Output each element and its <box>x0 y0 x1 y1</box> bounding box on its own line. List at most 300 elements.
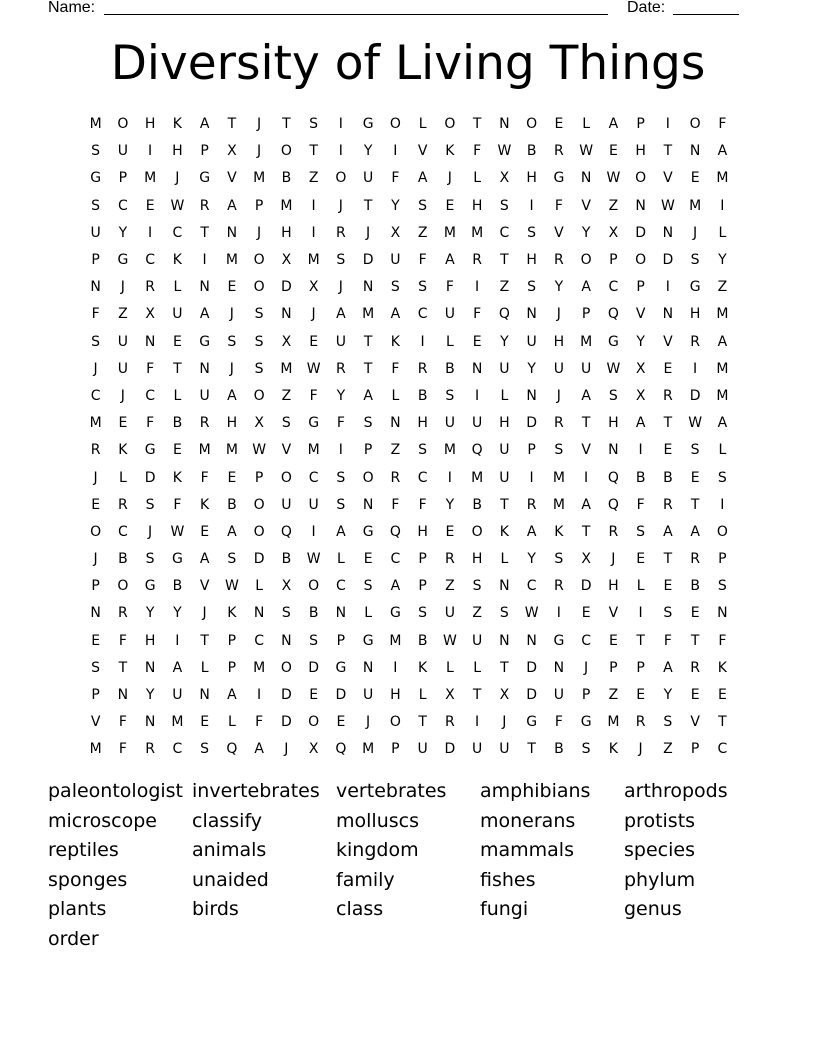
grid-letter: A <box>227 687 237 704</box>
grid-letter: D <box>280 714 292 731</box>
grid-letter: M <box>280 360 293 377</box>
grid-letter: W <box>606 360 621 377</box>
grid-letter: H <box>144 116 156 133</box>
grid-letter: S <box>91 143 101 160</box>
word-list-item: molluscs <box>336 809 419 832</box>
grid-letter: T <box>690 496 700 513</box>
grid-letter: F <box>473 143 482 160</box>
word-list-item: mammals <box>480 839 574 861</box>
grid-letter: D <box>362 252 374 269</box>
grid-letter: U <box>499 741 510 758</box>
grid-letter: E <box>717 687 727 704</box>
grid-row <box>82 600 736 627</box>
grid-letter: W <box>170 197 185 214</box>
grid-letter: V <box>227 170 237 187</box>
grid-row <box>82 138 736 165</box>
grid-letter: Z <box>390 442 401 459</box>
grid-letter: O <box>362 469 374 486</box>
word-list-item: invertebrates <box>192 780 320 802</box>
grid-letter: I <box>393 659 398 676</box>
grid-letter: T <box>363 197 373 214</box>
grid-letter: E <box>363 551 373 568</box>
grid-letter: Y <box>554 279 564 296</box>
grid-letter: S <box>390 279 400 296</box>
grid-letter: T <box>173 360 182 377</box>
grid-letter: B <box>417 387 428 404</box>
grid-letter: M <box>89 741 102 758</box>
grid-letter: F <box>200 469 209 486</box>
grid-letter: N <box>635 197 646 214</box>
grid-row <box>82 165 736 192</box>
grid-letter: I <box>529 469 534 486</box>
grid-letter: S <box>91 197 101 214</box>
grid-letter: O <box>308 714 320 731</box>
grid-letter: S <box>581 741 591 758</box>
grid-letter: F <box>391 170 400 187</box>
grid-letter: S <box>527 279 537 296</box>
grid-letter: O <box>117 116 129 133</box>
grid-letter: T <box>500 496 509 513</box>
grid-letter: Y <box>145 687 155 704</box>
grid-letter: Y <box>663 687 673 704</box>
grid-letter: A <box>199 551 210 568</box>
grid-letter: P <box>118 170 128 187</box>
grid-letter: M <box>580 333 593 350</box>
grid-letter: M <box>198 442 211 459</box>
grid-letter: J <box>257 224 262 241</box>
grid-letter: W <box>306 551 321 568</box>
grid-letter: X <box>227 143 237 160</box>
grid-letter: N <box>362 659 374 676</box>
grid-letter: M <box>471 224 484 241</box>
grid-letter: Y <box>173 605 182 622</box>
grid-letter: J <box>257 143 262 160</box>
grid-letter: E <box>554 116 564 133</box>
grid-letter: Q <box>607 496 619 513</box>
grid-letter: I <box>311 523 316 540</box>
grid-letter: U <box>499 442 510 459</box>
grid-letter: K <box>717 659 727 676</box>
name-label: Name: <box>48 0 96 16</box>
grid-letter: J <box>120 279 125 296</box>
grid-letter: O <box>280 143 292 160</box>
grid-letter: S <box>690 252 700 269</box>
grid-letter: G <box>362 632 374 649</box>
grid-letter: L <box>473 170 482 187</box>
grid-letter: U <box>390 252 401 269</box>
grid-letter: S <box>717 469 727 486</box>
grid-letter: A <box>390 306 401 323</box>
grid-letter: X <box>254 415 264 432</box>
grid-letter: X <box>281 252 292 269</box>
grid-letter: I <box>338 143 343 160</box>
grid-letter: D <box>526 687 538 704</box>
grid-letter: Y <box>636 333 645 350</box>
grid-letter: H <box>471 551 483 568</box>
grid-letter: M <box>307 252 320 269</box>
grid-letter: V <box>199 578 210 595</box>
grid-letter: H <box>553 333 565 350</box>
grid-letter: C <box>172 741 183 758</box>
word-list-item: birds <box>192 898 239 920</box>
grid-letter: B <box>635 469 646 486</box>
grid-letter: B <box>172 578 183 595</box>
word-list-item: class <box>336 898 384 920</box>
grid-letter: N <box>281 306 292 323</box>
grid-letter: S <box>254 360 264 377</box>
grid-letter: Z <box>608 197 619 214</box>
grid-letter: L <box>500 387 509 404</box>
grid-row <box>82 274 736 301</box>
word-list-item: plants <box>48 898 107 920</box>
grid-letter: E <box>581 605 591 622</box>
grid-letter: M <box>443 442 456 459</box>
grid-letter: J <box>693 224 698 241</box>
grid-letter: S <box>554 551 564 568</box>
grid-letter: L <box>718 224 727 241</box>
grid-letter: I <box>529 197 534 214</box>
grid-letter: M <box>443 224 456 241</box>
grid-letter: X <box>281 578 292 595</box>
grid-letter: E <box>200 714 210 731</box>
grid-letter: G <box>199 170 211 187</box>
grid-letter: F <box>636 496 645 513</box>
grid-letter: W <box>660 197 675 214</box>
grid-letter: G <box>607 333 619 350</box>
grid-letter: O <box>253 523 265 540</box>
grid-letter: I <box>393 143 398 160</box>
grid-letter: S <box>499 605 509 622</box>
grid-letter: S <box>663 605 673 622</box>
grid-letter: L <box>718 442 727 459</box>
grid-letter: C <box>526 578 537 595</box>
grid-letter: I <box>720 496 725 513</box>
grid-letter: D <box>635 224 647 241</box>
grid-letter: K <box>172 469 182 486</box>
grid-letter: A <box>717 333 728 350</box>
grid-letter: E <box>91 632 101 649</box>
grid-letter: E <box>336 714 346 731</box>
grid-letter: P <box>391 741 400 758</box>
grid-letter: E <box>172 442 182 459</box>
grid-letter: U <box>499 469 510 486</box>
grid-letter: E <box>690 469 700 486</box>
grid-letter: H <box>526 252 537 269</box>
grid-letter: O <box>280 659 292 676</box>
grid-row <box>82 573 736 600</box>
grid-letter: T <box>500 659 509 676</box>
word-list-item: order <box>48 927 99 950</box>
grid-letter: N <box>199 279 210 296</box>
grid-letter: J <box>120 387 125 404</box>
grid-letter: H <box>281 224 292 241</box>
grid-letter: U <box>444 605 455 622</box>
grid-letter: Q <box>226 741 238 758</box>
grid-letter: L <box>173 279 182 296</box>
grid-letter: T <box>118 659 128 676</box>
grid-letter: A <box>663 659 673 676</box>
grid-letter: M <box>552 469 565 486</box>
grid-letter: W <box>579 143 594 160</box>
grid-letter: P <box>636 116 645 133</box>
grid-letter: M <box>362 306 375 323</box>
grid-letter: S <box>363 578 373 595</box>
grid-letter: N <box>362 496 374 513</box>
grid-letter: F <box>91 306 100 323</box>
grid-letter: L <box>636 578 645 595</box>
grid-letter: R <box>635 714 646 731</box>
grid-row <box>82 492 736 519</box>
grid-letter: L <box>336 551 345 568</box>
grid-letter: S <box>418 442 428 459</box>
grid-letter: R <box>554 143 564 160</box>
grid-letter: S <box>418 279 428 296</box>
word-search-grid <box>82 111 736 764</box>
grid-letter: M <box>89 116 102 133</box>
grid-letter: B <box>281 551 292 568</box>
grid-letter: N <box>362 279 374 296</box>
grid-letter: R <box>526 496 537 513</box>
grid-letter: F <box>146 360 155 377</box>
grid-letter: F <box>554 714 563 731</box>
grid-letter: R <box>336 224 346 241</box>
grid-letter: R <box>690 551 700 568</box>
grid-letter: S <box>281 605 291 622</box>
grid-letter: R <box>472 252 482 269</box>
grid-letter: Y <box>336 387 346 404</box>
grid-letter: H <box>226 415 238 432</box>
grid-letter: Y <box>145 605 155 622</box>
grid-letter: J <box>502 714 507 731</box>
grid-letter: C <box>90 387 101 404</box>
grid-letter: N <box>580 170 592 187</box>
grid-letter: F <box>309 387 318 404</box>
grid-letter: I <box>584 469 589 486</box>
grid-letter: R <box>336 360 346 377</box>
grid-letter: L <box>500 551 509 568</box>
grid-letter: T <box>418 714 427 731</box>
grid-letter: P <box>91 578 100 595</box>
grid-row <box>82 437 736 464</box>
grid-letter: W <box>252 442 267 459</box>
grid-letter: D <box>335 687 347 704</box>
grid-letter: U <box>472 415 483 432</box>
grid-letter: J <box>556 306 561 323</box>
grid-letter: S <box>690 442 700 459</box>
grid-letter: B <box>308 605 319 622</box>
grid-letter: N <box>662 306 674 323</box>
grid-letter: T <box>581 523 591 540</box>
grid-letter: M <box>171 714 184 731</box>
grid-letter: E <box>309 687 319 704</box>
grid-letter: A <box>526 523 537 540</box>
grid-letter: E <box>227 469 237 486</box>
grid-letter: A <box>172 659 183 676</box>
grid-letter: H <box>390 687 401 704</box>
grid-letter: B <box>472 496 482 513</box>
grid-letter: B <box>281 170 292 187</box>
grid-letter: O <box>526 116 538 133</box>
grid-letter: L <box>418 116 427 133</box>
grid-letter: A <box>336 306 346 323</box>
grid-letter: T <box>690 632 700 649</box>
grid-letter: L <box>200 659 209 676</box>
grid-letter: M <box>716 306 729 323</box>
grid-letter: U <box>90 224 101 241</box>
grid-letter: P <box>609 659 618 676</box>
grid-letter: I <box>148 143 153 160</box>
grid-letter: V <box>635 306 646 323</box>
grid-letter: S <box>527 224 537 241</box>
grid-letter: S <box>717 578 727 595</box>
grid-letter: W <box>224 578 239 595</box>
grid-letter: F <box>718 632 727 649</box>
grid-letter: R <box>90 442 101 459</box>
grid-letter: L <box>173 387 182 404</box>
grid-letter: K <box>390 333 400 350</box>
grid-letter: H <box>417 415 428 432</box>
grid-letter: J <box>338 279 343 296</box>
grid-letter: P <box>227 659 237 676</box>
grid-letter: Q <box>280 523 292 540</box>
grid-letter: H <box>144 632 156 649</box>
grid-letter: O <box>580 252 592 269</box>
grid-letter: X <box>608 224 619 241</box>
grid-letter: R <box>145 279 155 296</box>
grid-letter: X <box>390 224 401 241</box>
grid-letter: S <box>472 578 482 595</box>
grid-letter: J <box>93 551 98 568</box>
grid-letter: K <box>172 116 182 133</box>
grid-letter: Z <box>281 387 292 404</box>
grid-letter: R <box>445 551 455 568</box>
grid-letter: K <box>227 605 237 622</box>
grid-letter: A <box>581 496 591 513</box>
grid-letter: J <box>311 306 316 323</box>
grid-letter: N <box>662 224 674 241</box>
grid-letter: I <box>420 333 425 350</box>
grid-letter: S <box>336 252 346 269</box>
grid-letter: P <box>418 578 427 595</box>
grid-letter: C <box>145 387 156 404</box>
grid-row <box>82 383 736 410</box>
grid-letter: F <box>336 415 345 432</box>
grid-letter: M <box>307 442 320 459</box>
grid-letter: F <box>255 714 264 731</box>
grid-letter: T <box>200 632 209 649</box>
grid-row <box>82 410 736 437</box>
grid-letter: I <box>257 687 262 704</box>
grid-letter: F <box>663 632 672 649</box>
grid-letter: S <box>281 415 291 432</box>
grid-letter: W <box>442 632 457 649</box>
grid-letter: K <box>200 496 210 513</box>
grid-letter: S <box>499 197 509 214</box>
grid-letter: Q <box>607 469 619 486</box>
grid-letter: A <box>635 415 646 432</box>
grid-letter: E <box>636 687 646 704</box>
word-list-item: fishes <box>480 868 536 891</box>
grid-letter: H <box>689 306 701 323</box>
grid-letter: I <box>475 714 480 731</box>
grid-letter: Y <box>527 360 536 377</box>
grid-letter: U <box>172 306 183 323</box>
grid-letter: F <box>445 279 454 296</box>
grid-letter: J <box>148 523 153 540</box>
grid-letter: S <box>227 333 237 350</box>
grid-letter: L <box>255 578 264 595</box>
grid-letter: B <box>445 360 455 377</box>
grid-letter: Z <box>118 306 128 323</box>
grid-letter: N <box>253 605 265 622</box>
grid-letter: U <box>581 360 592 377</box>
grid-letter: N <box>608 442 619 459</box>
grid-letter: T <box>663 143 673 160</box>
grid-letter: A <box>227 523 237 540</box>
grid-letter: A <box>417 170 428 187</box>
grid-row <box>82 628 736 655</box>
grid-letter: P <box>690 741 700 758</box>
grid-letter: Z <box>608 687 619 704</box>
grid-letter: Q <box>389 523 401 540</box>
grid-row <box>82 301 736 328</box>
grid-letter: U <box>308 496 319 513</box>
grid-letter: C <box>172 224 183 241</box>
grid-letter: S <box>554 442 564 459</box>
grid-letter: M <box>280 197 293 214</box>
grid-letter: G <box>144 442 156 459</box>
grid-letter: K <box>499 523 509 540</box>
word-list-item: unaided <box>192 868 269 891</box>
grid-letter: C <box>608 279 619 296</box>
grid-letter: A <box>227 387 237 404</box>
word-list-item: classify <box>192 809 263 832</box>
grid-letter: E <box>145 197 155 214</box>
word-list-item: phylum <box>624 868 696 891</box>
grid-letter: M <box>225 442 238 459</box>
grid-letter: T <box>227 116 237 133</box>
grid-letter: U <box>444 306 455 323</box>
grid-letter: G <box>144 578 156 595</box>
grid-letter: R <box>690 659 700 676</box>
grid-row <box>82 546 736 573</box>
grid-letter: C <box>145 252 156 269</box>
grid-letter: C <box>335 578 346 595</box>
grid-letter: E <box>663 578 673 595</box>
grid-letter: G <box>335 659 347 676</box>
grid-letter: J <box>447 170 452 187</box>
grid-letter: Z <box>445 578 455 595</box>
grid-letter: M <box>253 659 266 676</box>
grid-letter: A <box>663 523 673 540</box>
grid-letter: Y <box>445 496 455 513</box>
grid-letter: D <box>253 551 265 568</box>
grid-letter: P <box>527 442 536 459</box>
grid-letter: F <box>146 415 155 432</box>
grid-letter: M <box>471 469 484 486</box>
grid-letter: R <box>554 252 564 269</box>
grid-letter: N <box>199 360 210 377</box>
grid-letter: X <box>581 551 591 568</box>
grid-letter: G <box>199 333 211 350</box>
grid-letter: G <box>308 415 320 432</box>
grid-letter: V <box>581 197 591 214</box>
grid-letter: J <box>366 224 371 241</box>
grid-letter: L <box>445 659 454 676</box>
grid-letter: C <box>308 469 319 486</box>
name-blank-line <box>104 14 608 15</box>
grid-letter: M <box>716 360 729 377</box>
